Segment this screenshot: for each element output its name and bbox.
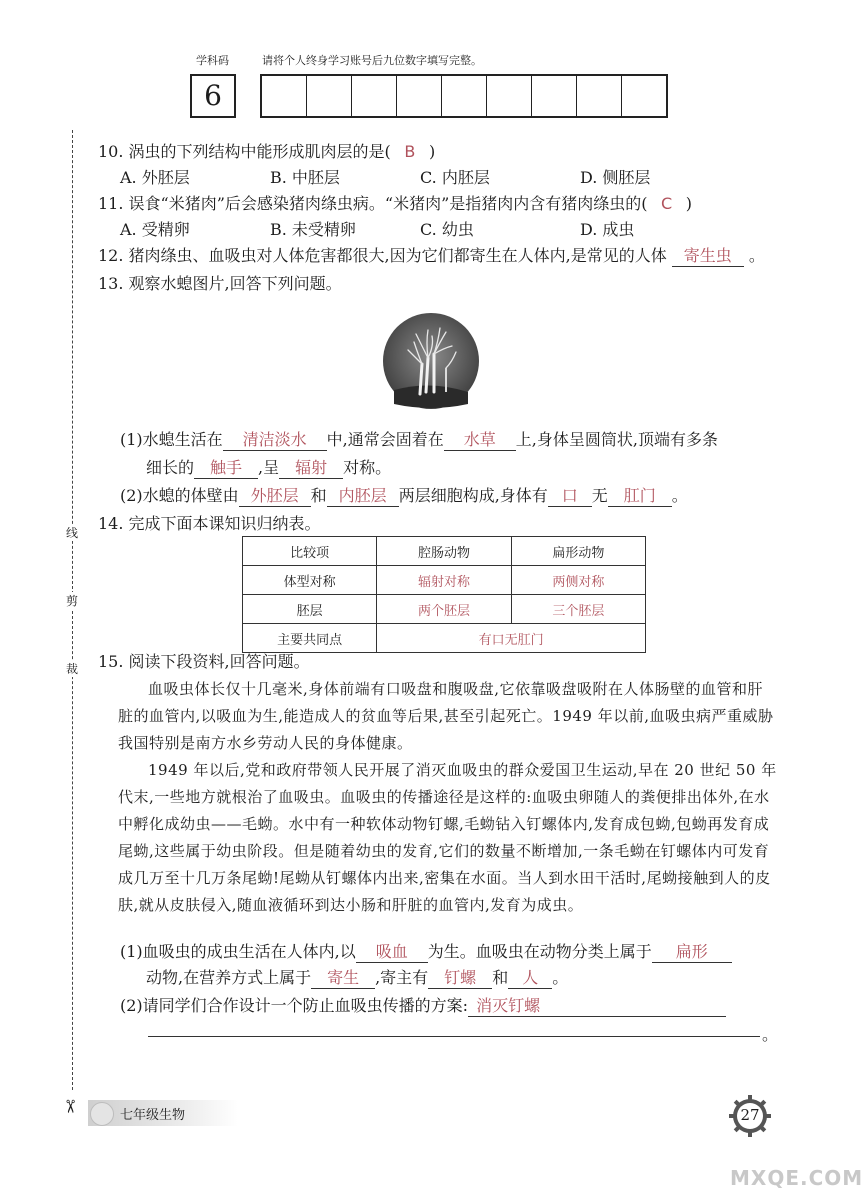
q11-stem: 11. 误食“米猪肉”后会感染猪肉绦虫病。“米猪肉”是指猪肉内含有猪肉绦虫的( <box>98 194 648 213</box>
q15-s1-blank-host-1: 钉螺 <box>428 968 492 989</box>
account-digit-box[interactable] <box>577 76 622 116</box>
table-cell-answer: 两个胚层 <box>377 595 511 624</box>
table-row <box>243 624 646 653</box>
passage-paragraph-2: 1949 年以后,党和政府带领人民开展了消灭血吸虫的群众爱国卫生运动,早在 20 世纪 50 年代末,一些地方就根治了血吸虫。血吸虫的传播途径是这样的:血吸虫卵随人的粪便排出体外,在水中孵化成幼虫——毛蚴。水中有一种软体动物钉螺,毛蚴钻入钉螺体内,发育成包蚴,包蚴再发育成尾蚴,这些属于幼虫阶段。但是随着幼虫的发育,它们的数量不断增加,一条毛蚴在钉螺体内可发育成几万至十几万条尾蚴!尾蚴从钉螺体内出来,密集在水面。当人到水田干活时,尾蚴接触到人的皮肤,就从皮肤侵入,随血液循环到达小肠和肝脏的血管内,发育为成虫。 <box>118 761 777 914</box>
q15-s1-text-e: 和 <box>492 968 509 987</box>
account-digit-box[interactable] <box>397 76 442 116</box>
subject-code-value: 6 <box>204 79 222 112</box>
question-15: 15. 阅读下段资料,回答问题。 <box>98 652 310 671</box>
q11-option-a: A. 受精卵 <box>120 220 190 239</box>
q13-p2-text-d: 无 <box>591 486 608 505</box>
q15-s2-text: (2)请同学们合作设计一个防止血吸虫传播的方案: <box>120 996 469 1015</box>
q12-answer-blank: 寄生虫 <box>672 246 744 267</box>
q15-s2-blank-plan: 消灭钉螺 <box>468 996 726 1017</box>
table-cell: 胚层 <box>243 595 377 624</box>
q13-p2-blank-outer: 外胚层 <box>239 486 311 507</box>
passage-paragraph-1: 血吸虫体长仅十几毫米,身体前端有口吸盘和腹吸盘,它依靠吸盘吸附在人体肠壁的血管和肝脏的血管内,以吸血为生,能造成人的贫血等后果,甚至引起死亡。1949 年以前,血吸虫病严重威胁我国特别是南方水乡劳动人民的身体健康。 <box>118 680 774 752</box>
q13-p1-text-f: 对称。 <box>343 458 392 477</box>
table-header-row <box>243 537 646 566</box>
cut-line <box>72 130 73 1090</box>
table-cell: 体型对称 <box>243 566 377 595</box>
q13-p2-text-b: 和 <box>310 486 327 505</box>
question-13: 13. 观察水螅图片,回答下列问题。 <box>98 274 342 293</box>
hydra-image <box>382 312 480 410</box>
table-row <box>243 595 646 624</box>
q13-p2-text-c: 两层细胞构成,身体有 <box>398 486 548 505</box>
cut-line-char-trim: 裁 <box>65 662 78 676</box>
q10-answer: B <box>404 142 416 161</box>
q15-s1-text-a: (1)血吸虫的成虫生活在人体内,以 <box>120 942 356 961</box>
table-header-cell: 腔肠动物 <box>377 537 511 566</box>
q13-p1-text-c: 上,身体呈圆筒状,顶端有多条 <box>515 430 718 449</box>
q11-answer: C <box>661 194 673 213</box>
footer-logo-icon <box>90 1102 114 1126</box>
scissors-icon: ✂ <box>59 1098 81 1115</box>
q13-p1-blank-habitat: 清洁淡水 <box>223 430 327 451</box>
question-11 <box>98 192 692 216</box>
q13-p2-blank-mouth: 口 <box>548 486 592 507</box>
subject-code-label: 学科码 <box>196 54 229 67</box>
q13-p1-text-e: ,呈 <box>258 458 280 477</box>
q13-p1-blank-symmetry: 辐射 <box>279 458 343 479</box>
q15-answer-line-end: 。 <box>762 1025 779 1044</box>
q15-s1-text-b: 为生。血吸虫在动物分类上属于 <box>427 942 652 961</box>
cut-line-char-cut: 剪 <box>65 594 78 608</box>
hydra-photo <box>382 312 480 410</box>
q12-stem: 12. 猪肉绦虫、血吸虫对人体危害都很大,因为它们都寄生在人体内,是常见的人体 <box>98 246 667 265</box>
q13-p2-blank-anus: 肛门 <box>608 486 672 507</box>
q15-s1-blank-food: 吸血 <box>356 942 428 963</box>
table-row <box>243 566 646 595</box>
q13-p2-text-e: 。 <box>671 486 688 505</box>
table-cell-answer: 两侧对称 <box>511 566 645 595</box>
page-number: 27 <box>740 1106 760 1124</box>
q15-s1-blank-nutrition: 寄生 <box>311 968 375 989</box>
q12-end: 。 <box>748 246 765 265</box>
table-header-cell: 比较项 <box>243 537 377 566</box>
q13-part-1-line-2 <box>146 456 391 480</box>
table-cell: 主要共同点 <box>243 624 377 653</box>
q13-p1-text-d: 细长的 <box>146 458 195 477</box>
subject-code-box <box>190 74 236 118</box>
reading-passage <box>118 676 778 919</box>
q13-p1-text-b: 中,通常会固着在 <box>326 430 444 449</box>
account-digit-box[interactable] <box>532 76 577 116</box>
watermark: MXQE.COM <box>730 1166 863 1190</box>
page-number-badge <box>728 1094 772 1138</box>
account-digit-box[interactable] <box>262 76 307 116</box>
account-digit-box[interactable] <box>622 76 666 116</box>
account-digit-box[interactable] <box>307 76 352 116</box>
table-cell-answer: 三个胚层 <box>511 595 645 624</box>
question-10 <box>98 140 435 164</box>
question-12 <box>98 244 765 268</box>
q15-part-1-line-1 <box>120 940 732 964</box>
q15-s1-text-c: 动物,在营养方式上属于 <box>146 968 312 987</box>
account-digit-box[interactable] <box>442 76 487 116</box>
table-cell-answer: 辐射对称 <box>377 566 511 595</box>
q10-option-d: D. 侧胚层 <box>580 168 651 187</box>
question-14: 14. 完成下面本课知识归纳表。 <box>98 514 321 533</box>
q15-answer-line <box>148 1036 760 1037</box>
cut-line-char-line: 线 <box>65 526 78 540</box>
knowledge-summary-table <box>242 536 646 653</box>
q11-stem-end: ) <box>685 194 692 213</box>
q15-part-2 <box>120 994 726 1018</box>
q11-option-c: C. 幼虫 <box>420 220 474 239</box>
q13-p1-blank-tentacle: 触手 <box>194 458 258 479</box>
account-digit-box[interactable] <box>352 76 397 116</box>
q13-p1-text-a: (1)水螅生活在 <box>120 430 223 449</box>
q15-s1-blank-class: 扁形 <box>652 942 732 963</box>
q13-p1-blank-attach: 水草 <box>444 430 516 451</box>
q13-part-1-line-1 <box>120 428 718 452</box>
q15-s1-text-d: ,寄主有 <box>375 968 429 987</box>
q13-p2-text-a: (2)水螅的体壁由 <box>120 486 239 505</box>
q13-part-2 <box>120 484 688 508</box>
q10-option-b: B. 中胚层 <box>270 168 340 187</box>
account-digit-box[interactable] <box>487 76 532 116</box>
q15-part-1-line-2 <box>146 966 568 990</box>
account-instruction: 请将个人终身学习账号后九位数字填写完整。 <box>262 54 482 67</box>
q10-stem: 10. 涡虫的下列结构中能形成肌肉层的是( <box>98 142 391 161</box>
table-cell-answer: 有口无肛门 <box>377 624 646 653</box>
q10-stem-end: ) <box>428 142 436 161</box>
q10-option-c: C. 内胚层 <box>420 168 490 187</box>
q15-s1-text-f: 。 <box>552 968 569 987</box>
footer-book-label: 七年级生物 <box>120 1108 186 1123</box>
q10-option-a: A. 外胚层 <box>120 168 190 187</box>
q11-option-d: D. 成虫 <box>580 220 635 239</box>
q11-option-b: B. 未受精卵 <box>270 220 356 239</box>
account-digit-boxes <box>260 74 668 118</box>
q13-p2-blank-inner: 内胚层 <box>327 486 399 507</box>
table-header-cell: 扁形动物 <box>511 537 645 566</box>
q15-s1-blank-host-2: 人 <box>508 968 552 989</box>
